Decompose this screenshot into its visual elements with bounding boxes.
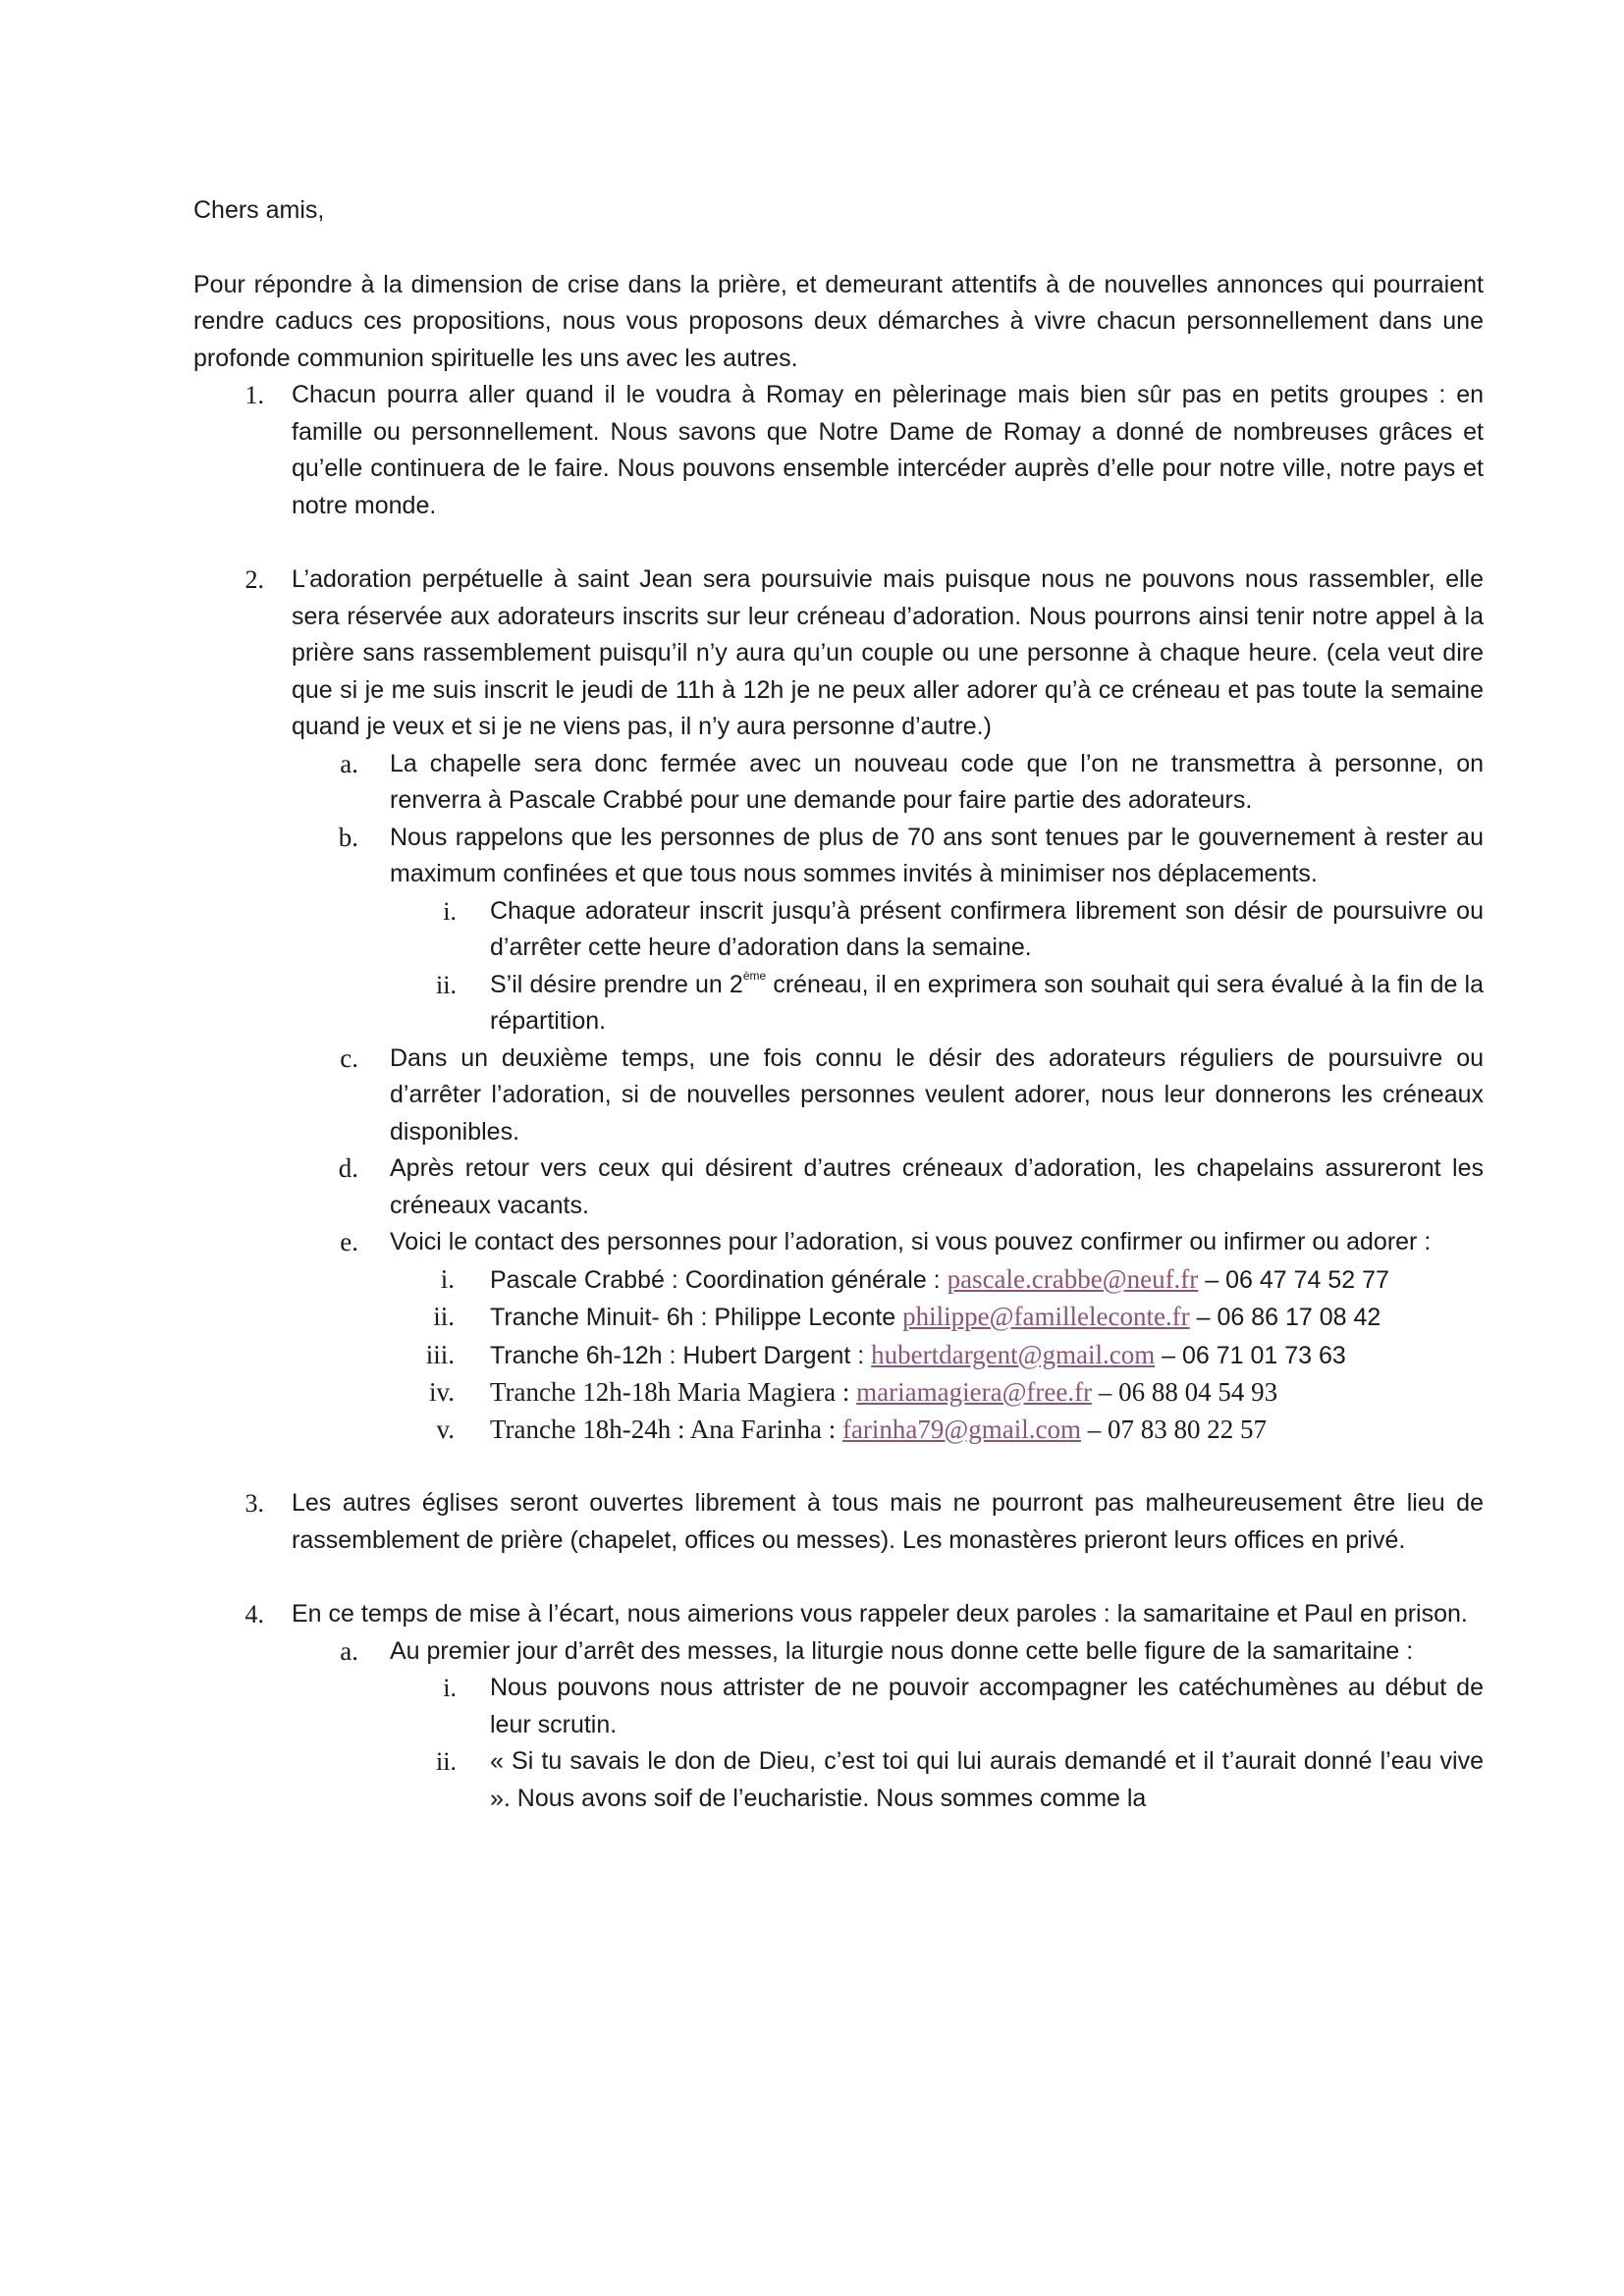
list-marker: i. xyxy=(443,896,457,926)
email-link[interactable]: hubertdargent@gmail.com xyxy=(871,1339,1156,1369)
contact-text xyxy=(490,1337,1484,1375)
intro-paragraph: Pour répondre à la dimension de crise dans la prière, et demeurant attentifs à de nouvelles annonces qui pourraient rendre caducs ces propositions, nous vous proposons deux démarches à vivre chacun personnellement dans une profonde communion spirituelle les uns avec les autres. xyxy=(193,270,1484,372)
list-marker: 4. xyxy=(244,1600,264,1629)
list-marker: iii. xyxy=(425,1339,455,1369)
contact-phone: – 06 47 74 52 77 xyxy=(1198,1265,1389,1294)
contact-text xyxy=(490,1412,1484,1449)
contact-text xyxy=(490,1299,1484,1337)
superscript: ème xyxy=(742,969,767,984)
list-marker: 2. xyxy=(244,565,264,594)
list-item-text: Les autres églises seront ouvertes librement à tous mais ne pourront pas malheureusement être lieu de rassemblement de prière (chapelet, offices ou messes). Les monastères prieront leurs offices en privé. xyxy=(292,1489,1484,1554)
sublist-item-2e xyxy=(340,1224,1484,1261)
sublist-item-2a xyxy=(340,746,1484,820)
letter-body xyxy=(193,192,1484,1817)
list-item-2 xyxy=(244,561,1484,746)
list-item-4 xyxy=(244,1596,1484,1633)
email-link[interactable]: farinha79@gmail.com xyxy=(841,1414,1081,1444)
list-marker: d. xyxy=(338,1153,358,1183)
sublist-item-2b-ii xyxy=(436,967,1484,1041)
email-link[interactable]: mariamagiera@free.fr xyxy=(856,1377,1093,1407)
list-item-text: La chapelle sera donc fermée avec un nouveau code que l’on ne transmettra à personne, on renverra à Pascale Crabbé pour une demande pour faire partie des adorateurs. xyxy=(390,749,1484,814)
list-marker: ii. xyxy=(436,1747,457,1776)
list-item-text: Après retour vers ceux qui désirent d’autres créneaux d’adoration, les chapelains assureront les créneaux vacants. xyxy=(390,1154,1484,1219)
contact-phone: – 06 86 17 08 42 xyxy=(1189,1304,1381,1331)
list-item-text: Dans un deuxième temps, une fois connu le désir des adorateurs réguliers de poursuivre ou d’arrêter l’adoration, si de nouvelles personnes veulent adorer, nous leur donnerons les créneaux disponibles. xyxy=(390,1043,1484,1146)
list-marker: i. xyxy=(443,1674,457,1702)
contact-item xyxy=(425,1337,1484,1375)
contact-phone: – 06 88 04 54 93 xyxy=(1092,1377,1278,1407)
list-item-text xyxy=(490,967,1484,1041)
contact-item xyxy=(433,1299,1484,1337)
list-marker: ii. xyxy=(433,1302,455,1331)
contact-label: Tranche 18h-24h : Ana Farinha : xyxy=(490,1414,842,1444)
list-item-3 xyxy=(244,1485,1484,1559)
contact-item xyxy=(429,1374,1484,1412)
contact-phone: – 07 83 80 22 57 xyxy=(1081,1414,1267,1444)
sublist-item-2b xyxy=(338,820,1484,893)
contact-label: Pascale Crabbé : Coordination générale : xyxy=(490,1265,947,1294)
list-item-1 xyxy=(244,377,1484,524)
list-marker: iv. xyxy=(429,1377,455,1407)
email-link[interactable]: pascale.crabbe@neuf.fr xyxy=(947,1263,1199,1294)
list-item-text: Nous rappelons que les personnes de plus de 70 ans sont tenues par le gouvernement à rester au maximum confinées et que tous nous sommes invités à minimiser nos déplacements. xyxy=(390,823,1484,887)
contact-label: Tranche Minuit- 6h : Philippe Leconte xyxy=(490,1304,903,1331)
list-item-text: « Si tu savais le don de Dieu, c’est toi qui lui aurais demandé et il t’aurait donné l’eau vive ». Nous avons soif de l’eucharistie. Nous sommes comme la xyxy=(490,1747,1484,1812)
list-item-text: Au premier jour d’arrêt des messes, la liturgie nous donne cette belle figure de la samaritaine : xyxy=(390,1636,1414,1665)
sublist-item-2d xyxy=(338,1150,1484,1224)
text-part: créneau, il en exprimera son souhait qui sera évalué à la fin de la répartition. xyxy=(490,970,1484,1035)
greeting: Chers amis, xyxy=(193,196,325,224)
list-item-text: Chacun pourra aller quand il le voudra à Romay en pèlerinage mais bien sûr pas en petits groupes : en famille ou personnellement. Nous savons que Notre Dame de Romay a donné de nombreuses grâces et qu’elle continuera de le faire. Nous pouvons ensemble intercéder auprès d’elle pour notre ville, notre pays et notre monde. xyxy=(292,381,1484,519)
sublist-item-4a-i xyxy=(443,1670,1484,1743)
list-marker: i. xyxy=(440,1263,455,1294)
list-item-text: Voici le contact des personnes pour l’adoration, si vous pouvez confirmer ou infirmer ou adorer : xyxy=(390,1228,1432,1255)
list-item-text: En ce temps de mise à l’écart, nous aimerions vous rappeler deux paroles : la samaritaine et Paul en prison. xyxy=(292,1600,1468,1628)
list-marker: v. xyxy=(436,1414,455,1444)
list-marker: 1. xyxy=(244,381,264,409)
contact-phone: – 06 71 01 73 63 xyxy=(1155,1341,1346,1369)
contact-label: Tranche 6h-12h : Hubert Dargent : xyxy=(490,1341,872,1369)
list-marker: c. xyxy=(340,1042,358,1073)
contact-text xyxy=(490,1374,1484,1412)
list-marker: a. xyxy=(340,748,358,778)
sublist-item-4a xyxy=(340,1633,1484,1671)
contact-label: Tranche 12h-18h Maria Magiera : xyxy=(490,1377,857,1407)
list-marker: 3. xyxy=(244,1489,264,1518)
list-marker: b. xyxy=(338,822,358,852)
sublist-item-2b-i xyxy=(443,893,1484,967)
sublist-item-4a-ii xyxy=(436,1743,1484,1817)
contact-item xyxy=(436,1412,1484,1449)
list-item-text: L’adoration perpétuelle à saint Jean sera poursuivie mais puisque nous ne pouvons nous rassembler, elle sera réservée aux adorateurs inscrits sur leur créneau d’adoration. Nous pourrons ainsi tenir notre appel à la prière sans rassemblement puisqu’il n’y aura qu’un couple ou une personne à chaque heure. (cela veut dire que si je me suis inscrit le jeudi de 11h à 12h je ne peux aller adorer qu’à ce créneau et pas toute la semaine quand je veux et si je ne viens pas, il n’y aura personne d’autre.) xyxy=(292,565,1484,740)
text-part: S’il désire prendre un 2 xyxy=(490,970,743,998)
list-item-text: Chaque adorateur inscrit jusqu’à présent confirmera librement son désir de poursuivre ou d’arrêter cette heure d’adoration dans la semaine. xyxy=(490,896,1484,961)
list-marker: ii. xyxy=(436,970,457,999)
list-marker: a. xyxy=(340,1635,358,1666)
list-item-text: Nous pouvons nous attrister de ne pouvoir accompagner les catéchumènes au début de leur scrutin. xyxy=(490,1674,1484,1738)
sublist-item-2c xyxy=(340,1041,1484,1151)
list-marker: e. xyxy=(340,1227,358,1256)
contact-text xyxy=(490,1261,1484,1300)
email-link[interactable]: philippe@familleleconte.fr xyxy=(902,1302,1190,1331)
contact-item xyxy=(440,1261,1484,1300)
